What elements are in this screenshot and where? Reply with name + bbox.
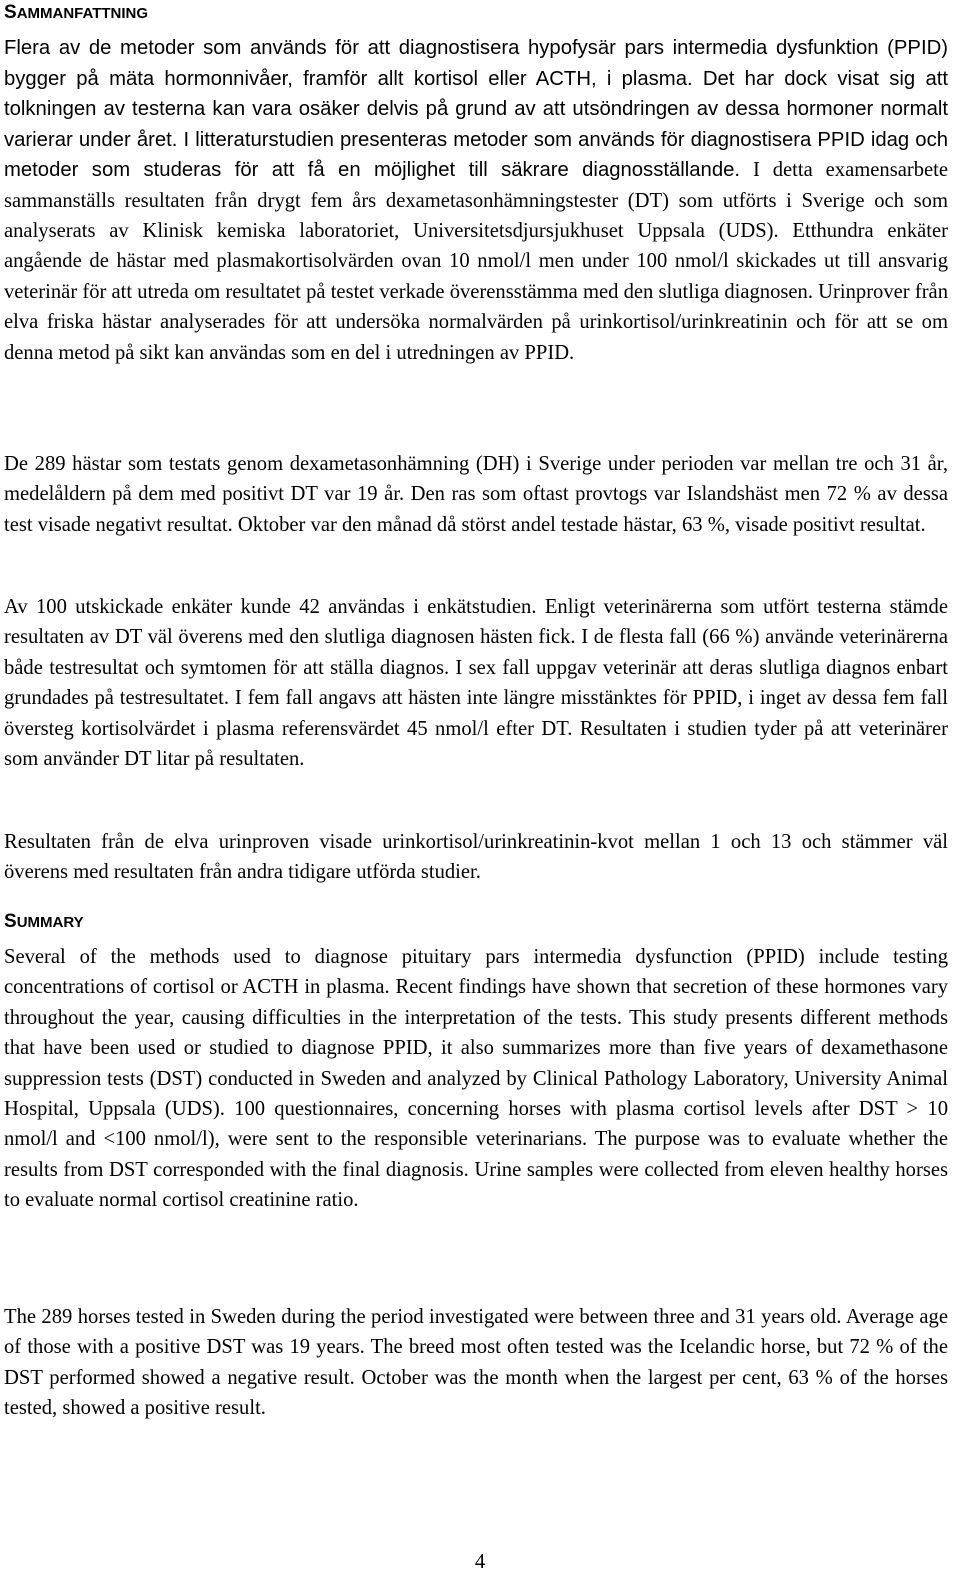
heading-smallcaps: UMMARY <box>16 914 84 931</box>
paragraph-sv-abstract-serif: I detta examensarbete sammanställs resultaten från drygt fem års dexametasonhämningstester (DT) som utförts i Sverige och som analyserats av Klinisk kemiska laboratoriet, Universitetsdjursjukhuset Uppsala (UDS). Etthundra enkäter angående de hästar med plasmakortisolvärden ovan 10 nmol/l men under 100 nmol/l skickades ut till ansvarig veterinär för att utreda om resultatet på testet verkade överensstämma med den slutliga diagnosen. Urinprover från elva friska hästar analyserades för att undersöka normalvärden på urinkortisol/urinkreatinin och för att se om denna metod på sikt kan användas som en del i utredningen av PPID. <box>4 159 949 364</box>
heading-initial: S <box>4 2 17 23</box>
section-heading-summary <box>4 910 84 935</box>
section-heading-sammanfattning <box>4 1 148 26</box>
paragraph-sv-results-2: Av 100 utskickade enkäter kunde 42 användas i enkätstudien. Enligt veterinärerna som utfört testerna stämde resultaten av DT väl överens med den slutliga diagnosen hästen fick. I de flesta fall (66 %) använde veterinärerna både testresultat och symtomen för att ställa diagnos. I sex fall uppgav veterinär att deras slutliga diagnos enbart grundades på testresultatet. I fem fall angavs att hästen inte längre misstänktes för PPID, i inget av dessa fem fall översteg kortisolvärdet i plasma referensvärdet 45 nmol/l efter DT. Resultaten i studien tyder på att veterinärer som använder DT litar på resultaten. <box>4 596 948 771</box>
paragraph-sv-abstract-sans: Flera av de metoder som används för att diagnostisera hypofysär pars intermedia dysfunktion (PPID) bygger på mäta hormonnivåer, framför allt kortisol eller ACTH, i plasma. Det har dock visat sig att tolkningen av testerna kan vara osäker delvis på grund av att utsöndringen av dessa hormoner normalt varierar under året. I litteraturstudien presenteras metoder som används för diagnostisera PPID idag och metoder som studeras för att få en möjlighet till säkrare diagnosställande. <box>4 37 948 181</box>
paragraph-en-results: The 289 horses tested in Sweden during the period investigated were between three and 31 years old. Average age of those with a positive DST was 19 years. The breed most often tested was the Icelandic horse, but 72 % of the DST performed showed a negative result. October was the month when the largest per cent, 63 % of the horses tested, showed a positive result. <box>4 1306 948 1420</box>
paragraph-sv-results-1: De 289 hästar som testats genom dexametasonhämning (DH) i Sverige under perioden var mellan tre och 31 år, medelåldern på dem med positivt DT var 19 år. Den ras som oftast provtogs var Islandshäst men 72 % av dessa test visade negativt resultat. Oktober var den månad då störst andel testade hästar, 63 %, visade positivt resultat. <box>4 453 948 536</box>
heading-smallcaps: AMMANFATTNING <box>16 5 149 22</box>
page-number: 4 <box>474 1551 486 1573</box>
paragraph-sv-results-3: Resultaten från de elva urinproven visade urinkortisol/urinkreatinin-kvot mellan 1 och 13 och stämmer väl överens med resultaten från andra tidigare utförda studier. <box>4 831 948 884</box>
paragraph-en-abstract: Several of the methods used to diagnose pituitary pars intermedia dysfunction (PPID) include testing concentrations of cortisol or ACTH in plasma. Recent findings have shown that secretion of these hormones vary throughout the year, causing difficulties in the interpretation of the tests. This study presents different methods that have been used or studied to diagnose PPID, it also summarizes more than five years of dexamethasone suppression tests (DST) conducted in Sweden and analyzed by Clinical Pathology Laboratory, University Animal Hospital, Uppsala (UDS). 100 questionnaires, concerning horses with plasma cortisol levels after DST > 10 nmol/l and <100 nmol/l), were sent to the responsible veterinarians. The purpose was to evaluate whether the results from DST corresponded with the final diagnosis. Urine samples were collected from eleven healthy horses to evaluate normal cortisol creatinine ratio. <box>4 946 948 1212</box>
paragraph-sv-abstract <box>4 33 948 368</box>
heading-initial: S <box>4 911 17 932</box>
